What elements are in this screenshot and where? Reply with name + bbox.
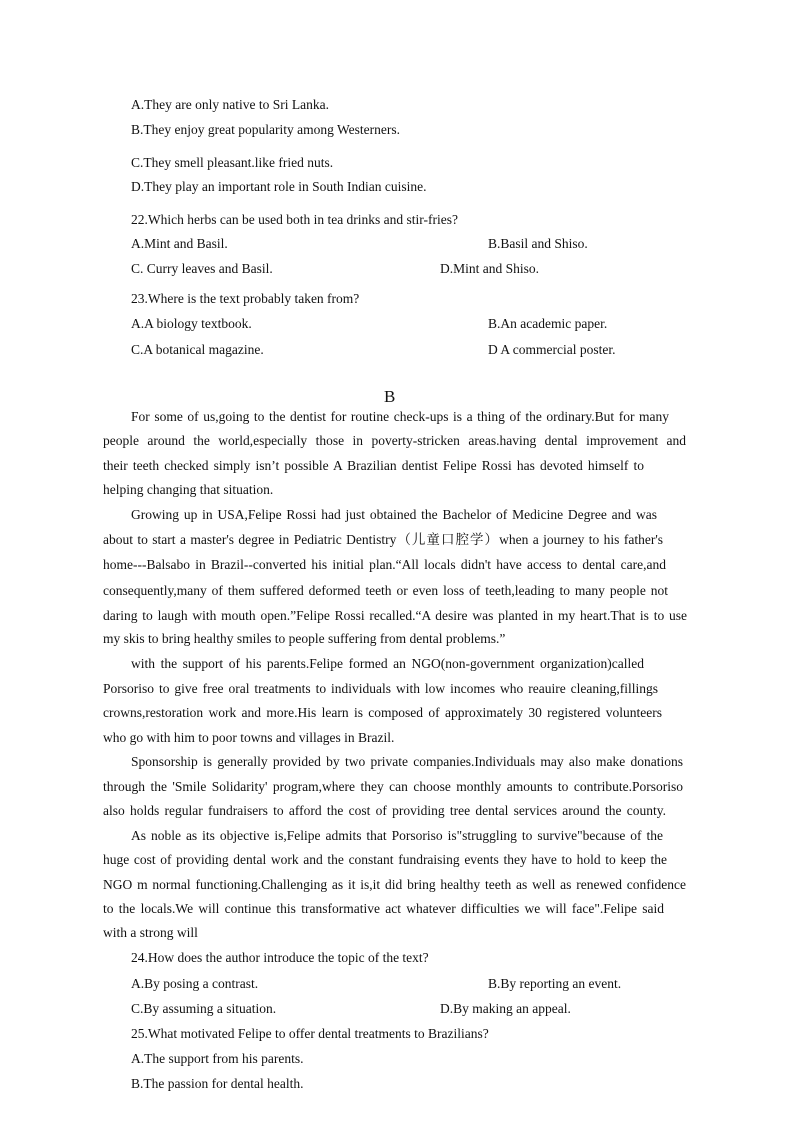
passage-line: Sponsorship is generally provided by two private companies.Individuals may also make donations bbox=[131, 754, 683, 769]
q21-option-d: D.They play an important role in South Indian cuisine. bbox=[131, 179, 427, 194]
section-title: B bbox=[384, 387, 396, 406]
passage-line: people around the world,especially those in poverty-stricken areas.having dental improvement and bbox=[103, 433, 686, 448]
q23-option-b: B.An academic paper. bbox=[488, 316, 608, 331]
q22-option-d: D.Mint and Shiso. bbox=[440, 261, 540, 276]
q23-question: 23.Where is the text probably taken from? bbox=[131, 291, 360, 306]
q22-question: 22.Which herbs can be used both in tea drinks and stir-fries? bbox=[131, 212, 459, 227]
passage-line: home---Balsabo in Brazil--converted his initial plan.“All locals didn't have access to dental care,and bbox=[103, 557, 666, 572]
q21-option-c: C.They smell pleasant.like fried nuts. bbox=[131, 155, 334, 170]
q25-option-a: A.The support from his parents. bbox=[131, 1051, 304, 1066]
q21-option-a: A.They are only native to Sri Lanka. bbox=[131, 97, 329, 112]
q23-option-c: C.A botanical magazine. bbox=[131, 342, 264, 357]
q24-option-a: A.By posing a contrast. bbox=[131, 976, 259, 991]
passage-line: Porsoriso to give free oral treatments to individuals with low incomes who reauire cleaning,fillings bbox=[103, 681, 658, 696]
q23-option-a: A.A biology textbook. bbox=[131, 316, 252, 331]
q24-option-d: D.By making an appeal. bbox=[440, 1001, 571, 1016]
passage-line: daring to laugh with mouth open.”Felipe Rossi recalled.“A desire was planted in my heart.That is to use bbox=[103, 608, 687, 623]
passage-line: with a strong will bbox=[103, 925, 198, 940]
passage-line: crowns,restoration work and more.His learn is composed of approximately 30 registered volunteers bbox=[103, 705, 662, 720]
passage-line: who go with him to poor towns and villages in Brazil. bbox=[103, 730, 395, 745]
passage-line: NGO m normal functioning.Challenging as it is,it did bring healthy teeth as well as renewed confidence bbox=[103, 877, 686, 892]
passage-line: huge cost of providing dental work and the constant fundraising events they have to hold to keep the bbox=[103, 852, 667, 867]
passage-line: with the support of his parents.Felipe formed an NGO(non-government organization)called bbox=[131, 656, 644, 671]
q25-question: 25.What motivated Felipe to offer dental treatments to Brazilians? bbox=[131, 1026, 489, 1041]
passage-line: For some of us,going to the dentist for routine check-ups is a thing of the ordinary.But for many bbox=[131, 409, 669, 424]
q23-option-d: D A commercial poster. bbox=[488, 342, 616, 357]
passage-line: helping changing that situation. bbox=[103, 482, 274, 497]
passage-line: to the locals.We will continue this transformative act whatever difficulties we will face".Felipe said bbox=[103, 901, 664, 916]
passage-line: Growing up in USA,Felipe Rossi had just obtained the Bachelor of Medicine Degree and was bbox=[131, 507, 657, 522]
q21-option-b: B.They enjoy great popularity among Westerners. bbox=[131, 122, 400, 137]
passage-line: their teeth checked simply isn’t possible A Brazilian dentist Felipe Rossi has devoted himself to bbox=[103, 458, 644, 473]
q24-question: 24.How does the author introduce the topic of the text? bbox=[131, 950, 429, 965]
passage-line: also holds regular fundraisers to afford the cost of providing tree dental services around the county. bbox=[103, 803, 666, 818]
q24-option-c: C.By assuming a situation. bbox=[131, 1001, 277, 1016]
passage-line: through the 'Smile Solidarity' program,where they can choose monthly amounts to contribute.Porsoriso bbox=[103, 779, 683, 794]
passage-line: about to start a master's degree in Pediatric Dentistry（儿童口腔学）when a journey to his father's bbox=[103, 532, 663, 547]
q24-option-b: B.By reporting an event. bbox=[488, 976, 622, 991]
passage-line: my skis to bring healthy smiles to people suffering from dental problems.” bbox=[103, 631, 506, 646]
q25-option-b: B.The passion for dental health. bbox=[131, 1076, 304, 1091]
q22-option-c: C. Curry leaves and Basil. bbox=[131, 261, 273, 276]
q22-option-a: A.Mint and Basil. bbox=[131, 236, 228, 251]
passage-line: consequently,many of them suffered deformed teeth or even loss of teeth,leading to many people not bbox=[103, 583, 668, 598]
q22-option-b: B.Basil and Shiso. bbox=[488, 236, 588, 251]
passage-line: As noble as its objective is,Felipe admits that Porsoriso is"struggling to survive"because of the bbox=[131, 828, 663, 843]
